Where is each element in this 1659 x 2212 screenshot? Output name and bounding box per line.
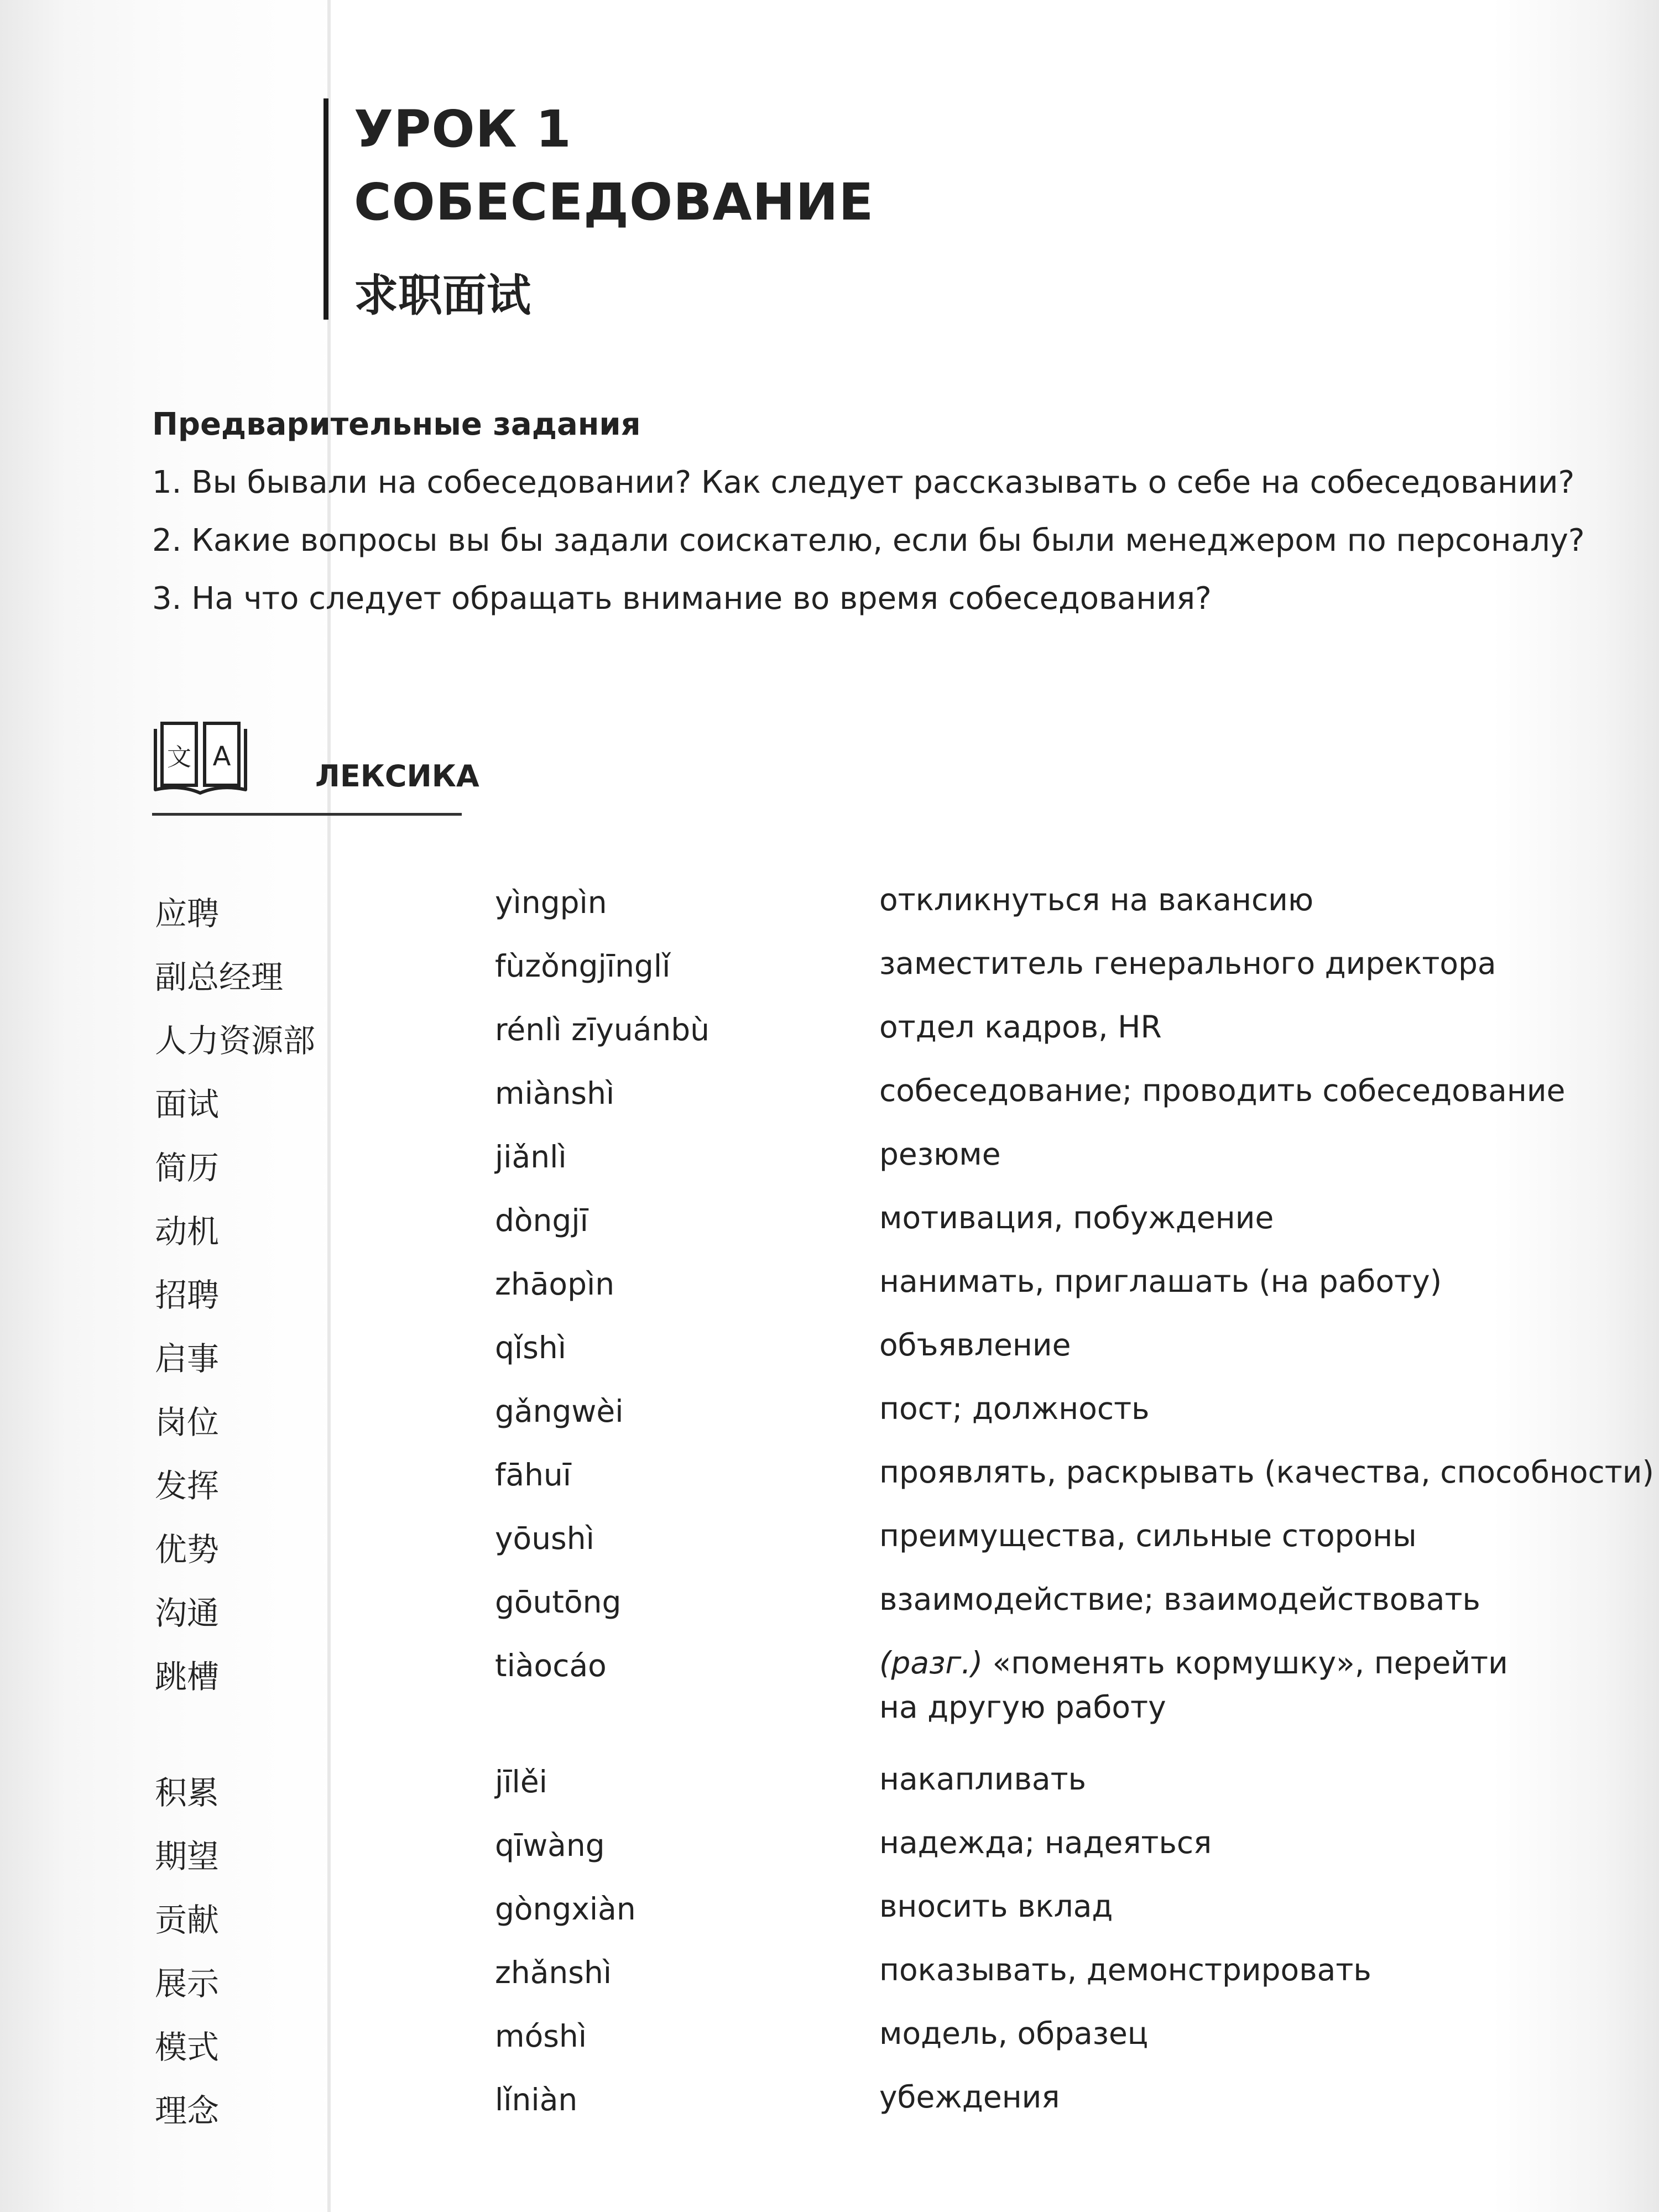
word-chinese: 模式 [155, 2028, 220, 2066]
word-pinyin: lǐniàn [495, 2082, 578, 2117]
word-pinyin: gōutōng [495, 1584, 622, 1620]
vocabulary-row [0, 2016, 1659, 2082]
word-chinese: 动机 [155, 1213, 220, 1250]
word-translation: резюме [879, 1136, 1001, 1172]
lesson-title: СОБЕСЕДОВАНИЕ [354, 173, 874, 232]
vocabulary-row [0, 1200, 1659, 1266]
word-translation: отдел кадров, HR [879, 1009, 1162, 1045]
word-pinyin: jīlěi [495, 1764, 547, 1799]
translate-book-icon [152, 719, 249, 802]
word-chinese: 人力资源部 [155, 1022, 316, 1060]
word-pinyin: yōushì [495, 1521, 594, 1556]
word-pinyin: zhāopìn [495, 1266, 615, 1302]
word-pinyin: tiàocáo [495, 1648, 607, 1683]
word-pinyin: fāhuī [495, 1457, 572, 1493]
word-chinese: 招聘 [155, 1276, 220, 1314]
word-translation: пост; должность [879, 1391, 1150, 1426]
word-translation: собеседование; проводить собеседование [879, 1073, 1566, 1108]
word-translation: заместитель генерального директора [879, 946, 1496, 981]
word-translation: надежда; надеяться [879, 1825, 1212, 1860]
word-chinese: 岗位 [155, 1404, 220, 1441]
vocabulary-row [0, 1136, 1659, 1203]
word-pinyin: zhǎnshì [495, 1955, 612, 1990]
word-chinese: 发挥 [155, 1467, 220, 1505]
vocabulary-heading-underline [152, 813, 462, 816]
word-translation: проявлять, раскрывать (качества, способности) [879, 1454, 1654, 1490]
word-translation: накапливать [879, 1761, 1087, 1797]
word-pinyin: yìngpìn [495, 885, 607, 920]
word-chinese: 面试 [155, 1086, 220, 1123]
word-pinyin: qǐshì [495, 1330, 566, 1365]
icon-chinese-glyph: 文 [167, 743, 191, 771]
preliminary-task-item: 2. Какие вопросы вы бы задали соискателю, если бы были менеджером по персоналу? [152, 523, 1585, 559]
word-chinese: 理念 [155, 2092, 220, 2130]
word-chinese: 贡献 [155, 1901, 220, 1939]
vocabulary-row [0, 1264, 1659, 1330]
word-translation: вносить вклад [879, 1888, 1113, 1924]
vocabulary-row [0, 882, 1659, 948]
word-chinese: 启事 [155, 1340, 220, 1378]
vocabulary-row [0, 1645, 1659, 1772]
word-chinese: 副总经理 [155, 958, 284, 996]
vocabulary-row [0, 1825, 1659, 1891]
icon-latin-glyph: A [212, 741, 231, 772]
vocabulary-row [0, 1518, 1659, 1584]
word-translation: модель, образец [879, 2016, 1149, 2051]
word-translation: преимущества, сильные стороны [879, 1518, 1417, 1553]
vocabulary-row [0, 1327, 1659, 1394]
preliminary-task-item: 3. На что следует обращать внимание во время собеседования? [152, 581, 1212, 617]
word-pinyin: móshì [495, 2018, 587, 2054]
word-pinyin: dòngjī [495, 1203, 588, 1238]
word-pinyin: gòngxiàn [495, 1891, 636, 1927]
word-translation: мотивация, побуждение [879, 1200, 1274, 1235]
word-pinyin: jiǎnlì [495, 1139, 567, 1175]
vocabulary-row [0, 1009, 1659, 1076]
word-pinyin: qīwàng [495, 1828, 605, 1863]
preliminary-task-item: 1. Вы бывали на собеседовании? Как следует рассказывать о себе на собеседовании? [152, 465, 1575, 500]
word-translation: показывать, демонстрировать [879, 1952, 1371, 1987]
word-translation: взаимодействие; взаимодействовать [879, 1582, 1480, 1617]
word-pinyin: gǎngwèi [495, 1394, 624, 1429]
word-chinese: 沟通 [155, 1594, 220, 1632]
word-chinese: 展示 [155, 1965, 220, 2002]
word-pinyin: fùzǒngjīnglǐ [495, 948, 671, 984]
vocabulary-row [0, 946, 1659, 1012]
vocabulary-row [0, 1391, 1659, 1457]
word-pinyin: rénlì zīyuánbù [495, 1012, 710, 1047]
word-translation-abbreviation: (разг.) [879, 1645, 983, 1681]
word-chinese: 优势 [155, 1531, 220, 1568]
vocabulary-row [0, 1888, 1659, 1955]
lesson-number: УРОК 1 [354, 100, 572, 159]
preliminary-tasks-heading: Предварительные задания [152, 406, 641, 442]
word-translation [879, 1645, 1508, 1725]
vocabulary-row [0, 1952, 1659, 2018]
word-chinese: 跳槽 [155, 1658, 220, 1695]
vocabulary-row [0, 1582, 1659, 1648]
word-translation: откликнуться на вакансию [879, 882, 1314, 917]
word-chinese: 期望 [155, 1838, 220, 1875]
word-translation: убеждения [879, 2079, 1060, 2115]
word-translation-line1: «поменять кормушку», перейти [983, 1645, 1508, 1681]
word-chinese: 简历 [155, 1149, 220, 1187]
lesson-header-bar [324, 98, 328, 320]
vocabulary-row [0, 2079, 1659, 2146]
word-pinyin: miànshì [495, 1076, 615, 1111]
word-chinese: 积累 [155, 1774, 220, 1812]
lesson-title-chinese: 求职面试 [354, 270, 531, 321]
word-chinese: 应聘 [155, 895, 220, 932]
word-translation: нанимать, приглашать (на работу) [879, 1264, 1442, 1299]
word-translation-line2: на другую работу [879, 1689, 1166, 1725]
vocabulary-heading: ЛЕКСИКА [315, 759, 479, 794]
word-translation: объявление [879, 1327, 1071, 1363]
vocabulary-row [0, 1073, 1659, 1139]
vocabulary-row [0, 1454, 1659, 1521]
vocabulary-row [0, 1761, 1659, 1828]
